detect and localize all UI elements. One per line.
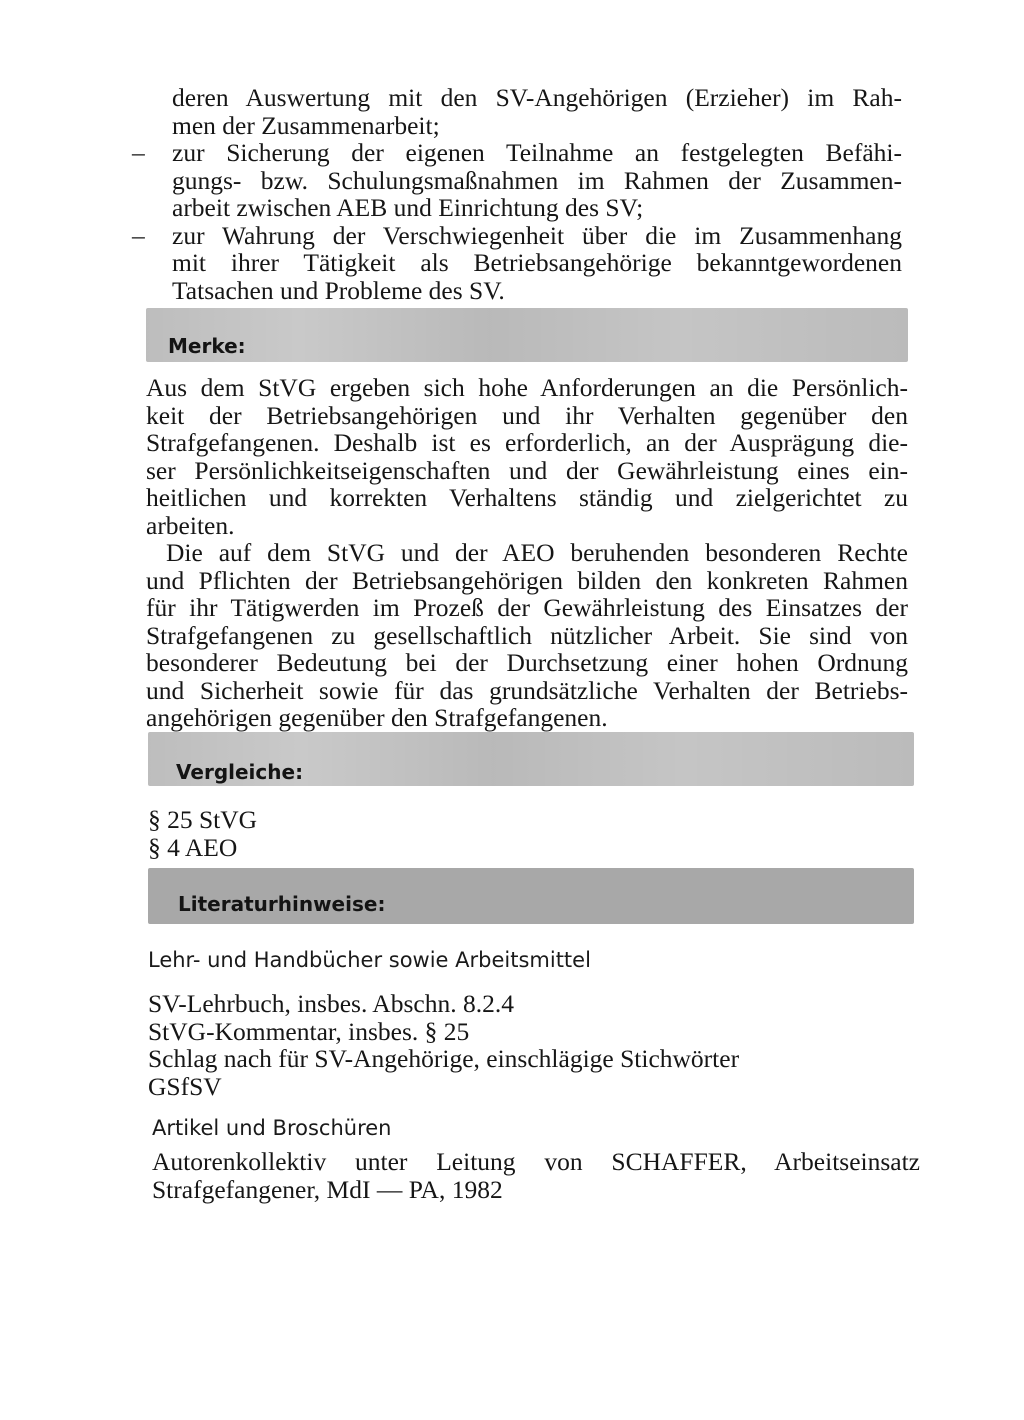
list-item <box>132 138 902 222</box>
text-line: arbeiten. <box>146 510 235 540</box>
text-line: Strafgefangener, MdI — PA, 1982 <box>152 1174 503 1204</box>
list-item <box>132 220 902 305</box>
dash-bullet: – <box>132 138 145 167</box>
list-item: StVG-Kommentar, insbes. § 25 <box>148 1016 470 1046</box>
text-line: ser Persönlichkeitseigenschaften und der Gewährleistung eines ein- <box>146 455 908 485</box>
text-line: besonderer Bedeutung bei der Durchsetzung einer hohen Ordnung <box>146 648 908 677</box>
text-line: Autorenkollektiv unter Leitung von SCHAFFER, Arbeitseinsatz <box>152 1147 920 1176</box>
text-line: zur Wahrung der Verschwiegenheit über die im Zusammenhang <box>172 220 902 250</box>
literatur-label: Literaturhinweise: <box>178 892 386 916</box>
dash-bullet: – <box>132 220 145 250</box>
paragraph <box>146 539 908 567</box>
text-line: men der Zusammenarbeit; <box>172 110 440 140</box>
vergleiche-label: Vergleiche: <box>176 760 304 784</box>
literatur-section-heading: Artikel und Broschüren <box>152 1116 392 1140</box>
text-line: zur Sicherung der eigenen Teilnahme an festgelegten Befähi- <box>172 138 902 167</box>
vergleiche-refs <box>148 806 257 861</box>
literatur-list <box>148 990 739 1100</box>
top-list <box>132 83 902 305</box>
list-item: GSfSV <box>148 1071 222 1101</box>
text-line: mit ihrer Tätigkeit als Betriebsangehörige bekanntgewordenen <box>172 248 902 277</box>
text-line: angehörigen gegenüber den Strafgefangenen. <box>146 703 608 732</box>
literatur-section-heading: Lehr- und Handbücher sowie Arbeitsmittel <box>148 948 591 972</box>
text-line: für ihr Tätigwerden im Prozeß der Gewährleistung des Einsatzes der <box>146 593 908 622</box>
reference: § 4 AEO <box>148 832 238 862</box>
text-line: gungs- bzw. Schulungsmaßnahmen im Rahmen der Zusammen- <box>172 165 902 195</box>
merke-text <box>146 374 908 732</box>
reference: § 25 StVG <box>148 805 258 834</box>
merke-label: Merke: <box>168 334 246 358</box>
text-line: Strafgefangenen zu gesellschaftlich nützlicher Arbeit. Sie sind von <box>146 620 908 650</box>
text-line: und Sicherheit sowie für das grundsätzliche Verhalten der Betriebs- <box>146 675 908 705</box>
text-line: Aus dem StVG ergeben sich hohe Anforderungen an die Persönlich- <box>146 373 908 402</box>
text-line: und Pflichten der Betriebsangehörigen bilden den konkreten Rahmen <box>146 565 908 595</box>
text-line: heitlichen und korrekten Verhaltens ständig und zielgerichtet zu <box>146 483 908 512</box>
text-line: Strafgefangenen. Deshalb ist es erforderlich, an der Ausprägung die- <box>146 428 908 457</box>
text-line: deren Auswertung mit den SV-Angehörigen (Erzieher) im Rah- <box>172 83 902 112</box>
list-item: Schlag nach für SV-Angehörige, einschlägige Stichwörter <box>148 1044 740 1073</box>
merke-bar <box>146 308 908 362</box>
literatur-article <box>152 1148 920 1203</box>
text-line: Tatsachen und Probleme des SV. <box>172 275 505 305</box>
text-line: arbeit zwischen AEB und Einrichtung des SV; <box>172 193 644 222</box>
text-line: keit der Betriebsangehörigen und ihr Verhalten gegenüber den <box>146 400 908 430</box>
list-item: SV-Lehrbuch, insbes. Abschn. 8.2.4 <box>148 989 514 1018</box>
text-line: Die auf dem StVG und der AEO beruhenden besonderen Rechte <box>166 538 908 567</box>
